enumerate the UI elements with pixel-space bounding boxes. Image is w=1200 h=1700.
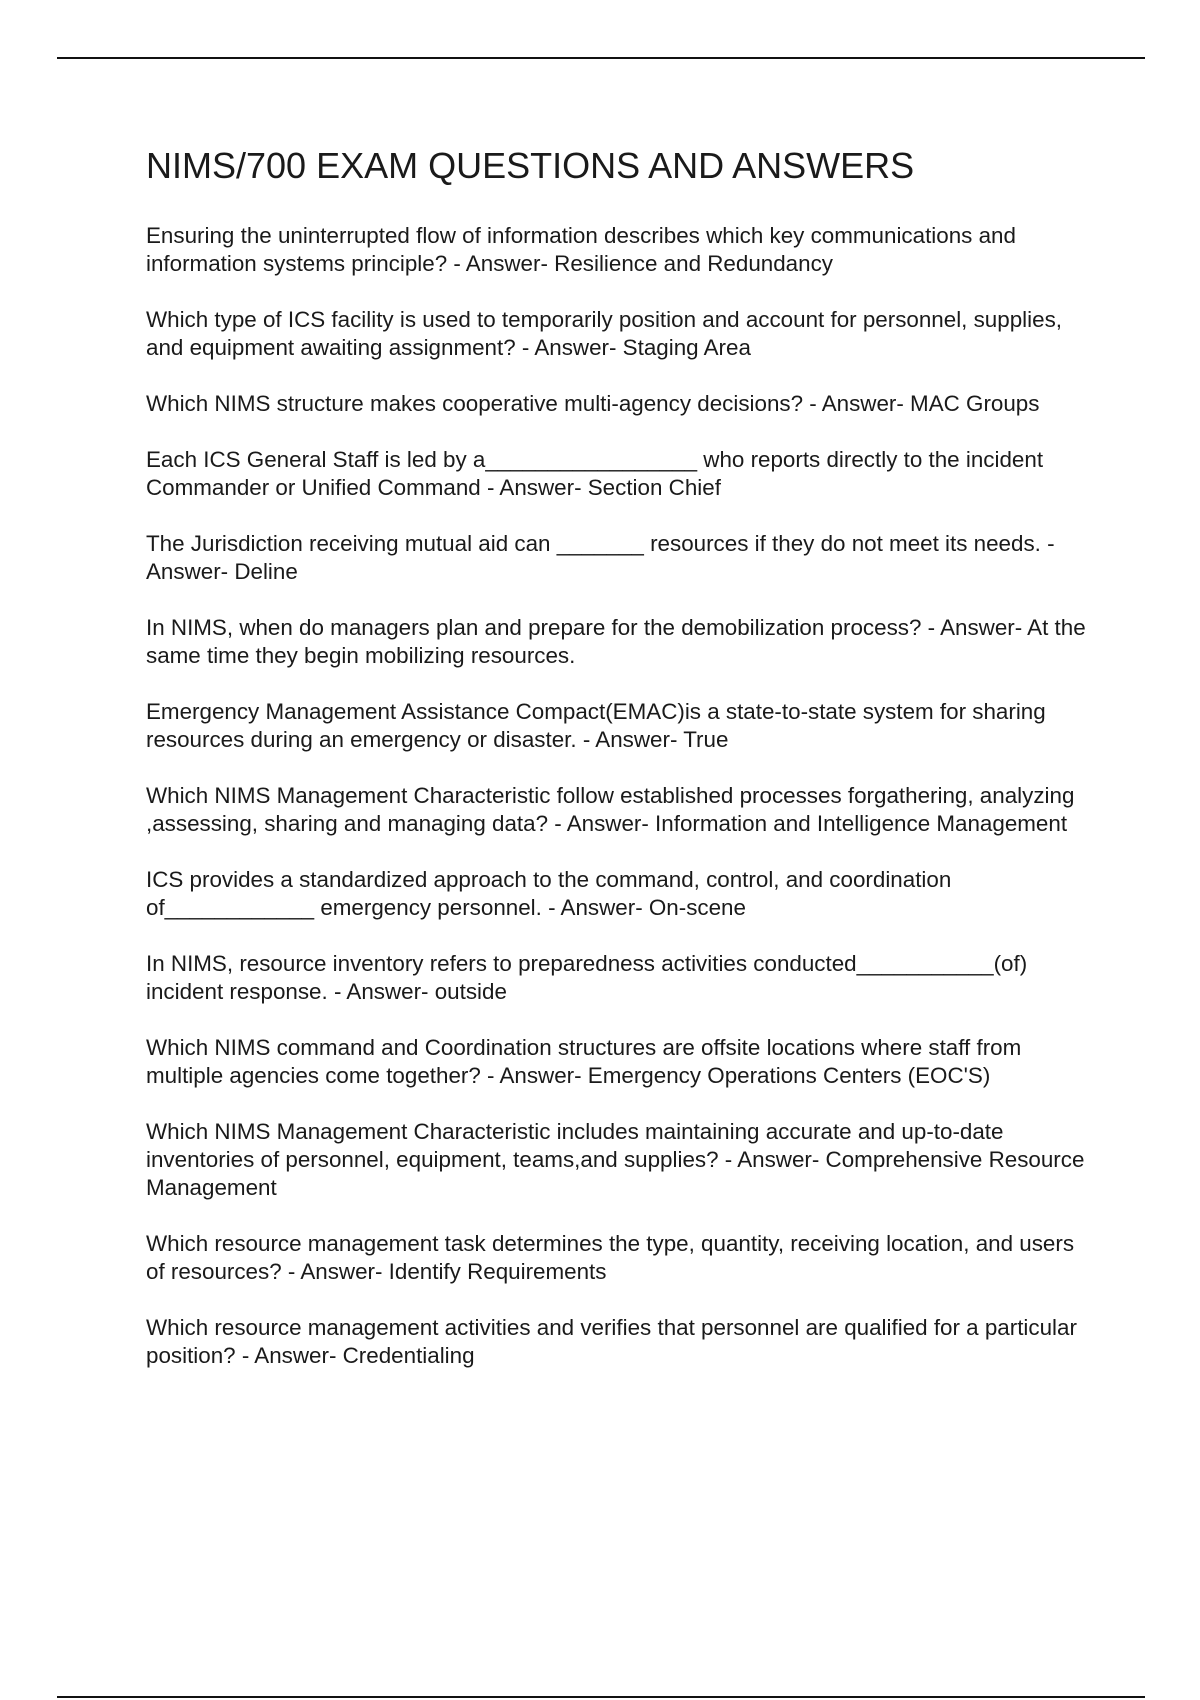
qa-item-13: Which resource management task determines the type, quantity, receiving location, and users of resources? - Answer- Identify Requirements xyxy=(146,1231,1075,1284)
qa-item-14: Which resource management activities and verifies that personnel are qualified for a particular position? - Answer- Credentialing xyxy=(146,1315,1077,1368)
document-body xyxy=(146,141,1096,1398)
qa-item-2: Which type of ICS facility is used to temporarily position and account for personnel, supplies, and equipment awaiting assignment? - Answer- Staging Area xyxy=(146,307,1062,360)
qa-item-1: Ensuring the uninterrupted flow of information describes which key communications and information systems principle? - Answer- Resilience and Redundancy xyxy=(146,223,1016,276)
qa-item-4: Each ICS General Staff is led by a_________________ who reports directly to the incident Commander or Unified Command - Answer- Section Chief xyxy=(146,447,1044,500)
qa-item-11: Which NIMS command and Coordination structures are offsite locations where staff from multiple agencies come together? - Answer- Emergency Operations Centers (EOC'S) xyxy=(146,1035,1022,1088)
qa-item-9: ICS provides a standardized approach to the command, control, and coordination of____________ emergency personnel. - Answer- On-scene xyxy=(146,867,952,920)
qa-item-7: Emergency Management Assistance Compact(EMAC)is a state-to-state system for sharing resources during an emergency or disaster. - Answer- True xyxy=(146,699,1046,752)
top-divider xyxy=(57,57,1145,59)
bottom-divider xyxy=(57,1696,1145,1698)
qa-item-6: In NIMS, when do managers plan and prepare for the demobilization process? - Answer- At the same time they begin mobilizing resources. xyxy=(146,615,1086,668)
qa-item-3: Which NIMS structure makes cooperative multi-agency decisions? - Answer- MAC Groups xyxy=(146,391,1040,416)
qa-item-5: The Jurisdiction receiving mutual aid can _______ resources if they do not meet its needs. - Answer- Deline xyxy=(146,531,1055,584)
qa-item-8: Which NIMS Management Characteristic follow established processes forgathering, analyzing ,assessing, sharing and managing data? - Answer- Information and Intelligence Management xyxy=(146,783,1075,836)
qa-item-12: Which NIMS Management Characteristic includes maintaining accurate and up-to-date inventories of personnel, equipment, teams,and supplies? - Answer- Comprehensive Resource Management xyxy=(146,1119,1085,1200)
document-title: NIMS/700 EXAM QUESTIONS AND ANSWERS xyxy=(146,145,915,186)
qa-item-10: In NIMS, resource inventory refers to preparedness activities conducted___________(of) incident response. - Answer- outside xyxy=(146,951,1028,1004)
